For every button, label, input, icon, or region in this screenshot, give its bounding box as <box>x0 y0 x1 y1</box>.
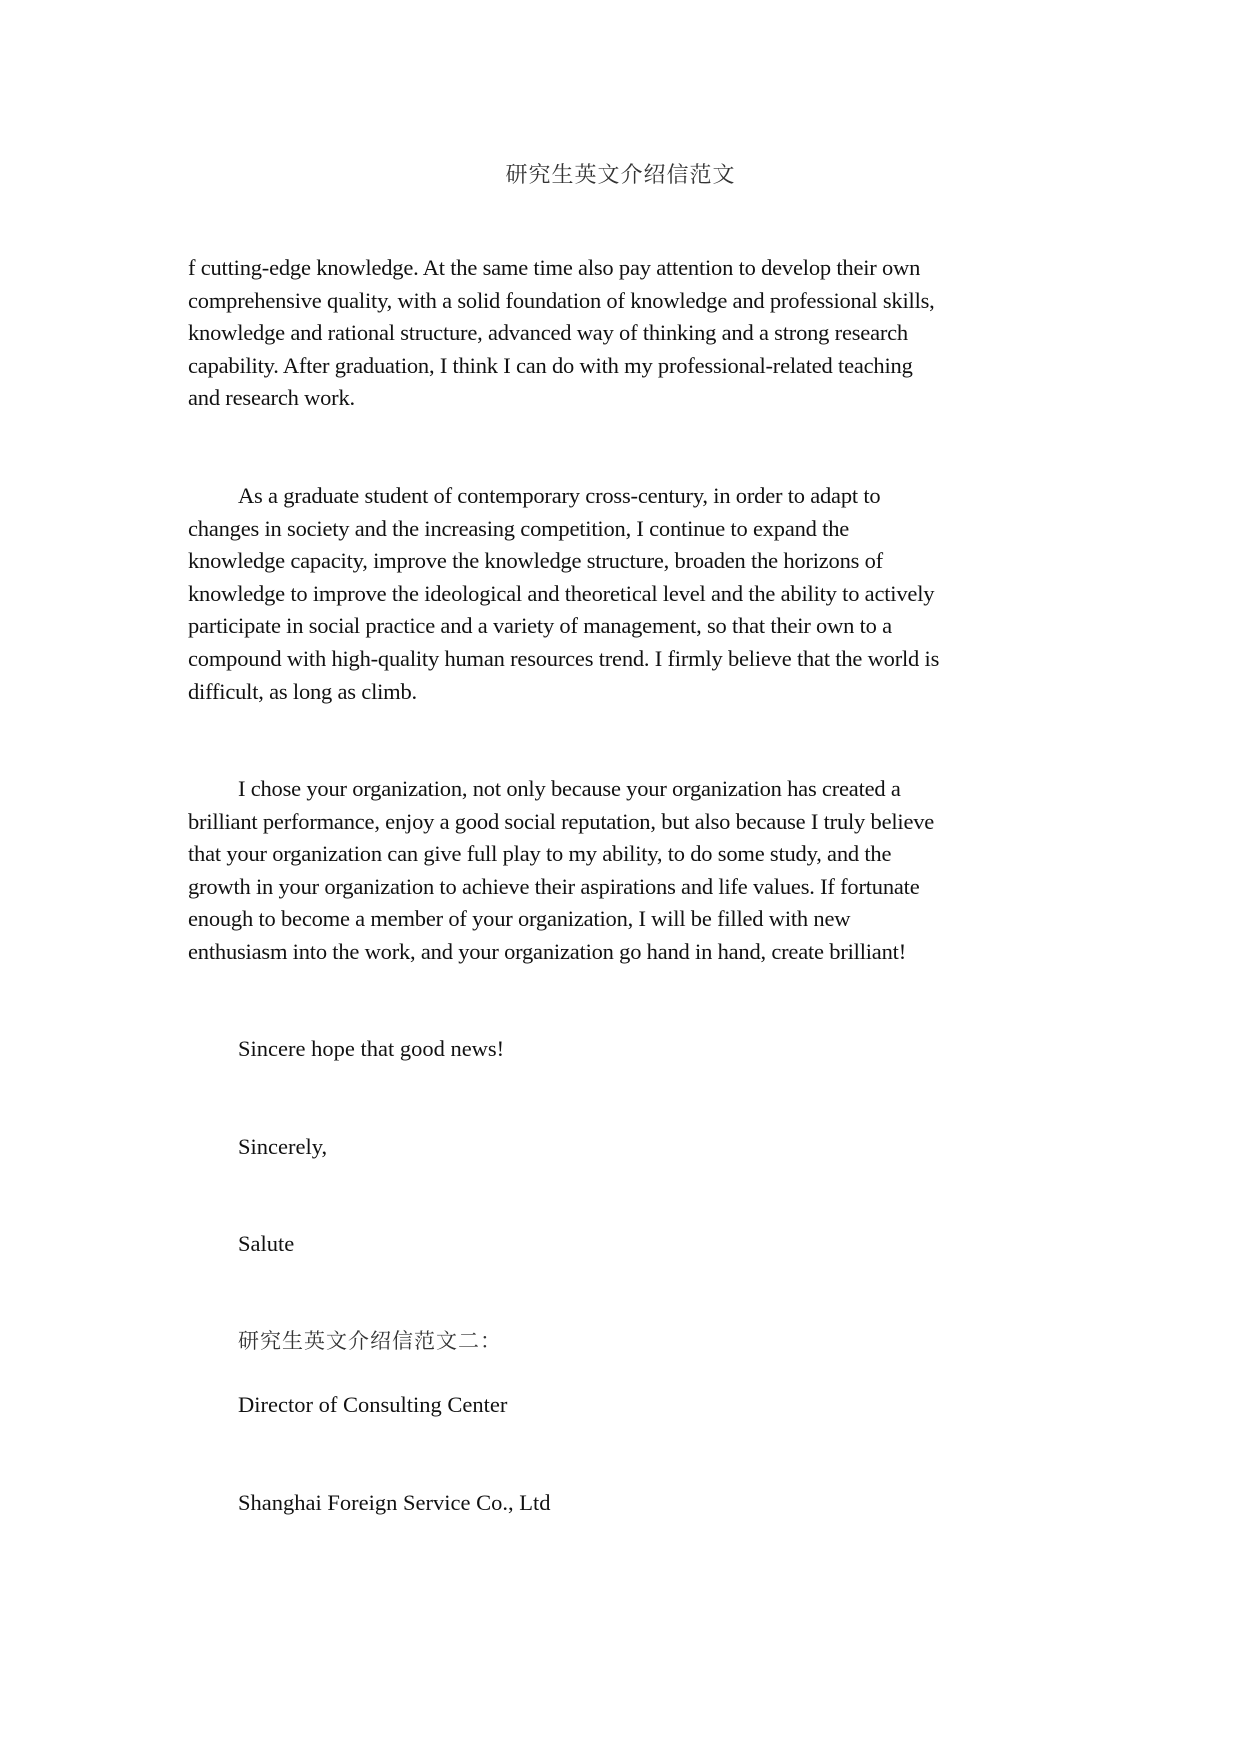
closing-sincerely: Sincerely, <box>238 1134 328 1159</box>
paragraph-line: difficult, as long as climb. <box>188 678 417 704</box>
paragraph-line: brilliant performance, enjoy a good social reputation, but also because I truly believe <box>188 808 935 834</box>
paragraph-line: enough to become a member of your organization, I will be filled with new <box>188 906 851 932</box>
paragraph-line: As a graduate student of contemporary cross-century, in order to adapt to <box>238 483 881 508</box>
paragraph-line: and research work. <box>188 385 355 411</box>
paragraph-1 <box>188 252 1068 415</box>
paragraph-line: enthusiasm into the work, and your organization go hand in hand, create brilliant! <box>188 938 906 964</box>
paragraph-line: comprehensive quality, with a solid foundation of knowledge and professional skills, <box>188 287 935 313</box>
paragraph-line: I chose your organization, not only because your organization has created a <box>238 776 901 801</box>
paragraph-line: knowledge to improve the ideological and theoretical level and the ability to actively <box>188 580 935 606</box>
paragraph-line: capability. After graduation, I think I can do with my professional-related teaching <box>188 352 913 378</box>
paragraph-line: that your organization can give full play to my ability, to do some study, and the <box>188 841 892 867</box>
paragraph-line: f cutting-edge knowledge. At the same time also pay attention to develop their own <box>188 255 921 280</box>
paragraph-line: participate in social practice and a variety of management, so that their own to a <box>188 613 892 639</box>
closing-hope: Sincere hope that good news! <box>238 1036 505 1061</box>
recipient-title: Director of Consulting Center <box>238 1392 508 1417</box>
document-title: 研究生英文介绍信范文 <box>505 162 736 187</box>
paragraph-line: changes in society and the increasing competition, I continue to expand the <box>188 515 850 541</box>
recipient-company: Shanghai Foreign Service Co., Ltd <box>238 1490 551 1515</box>
paragraph-3 <box>188 773 1068 969</box>
paragraph-line: knowledge and rational structure, advanced way of thinking and a strong research <box>188 320 908 346</box>
paragraph-2 <box>188 480 1068 708</box>
second-sample-heading: 研究生英文介绍信范文二： <box>238 1329 502 1353</box>
paragraph-line: knowledge capacity, improve the knowledge structure, broaden the horizons of <box>188 548 883 574</box>
paragraph-line: compound with high-quality human resources trend. I firmly believe that the world is <box>188 645 940 671</box>
closing-salute: Salute <box>238 1231 295 1256</box>
paragraph-line: growth in your organization to achieve their aspirations and life values. If fortunate <box>188 873 920 899</box>
